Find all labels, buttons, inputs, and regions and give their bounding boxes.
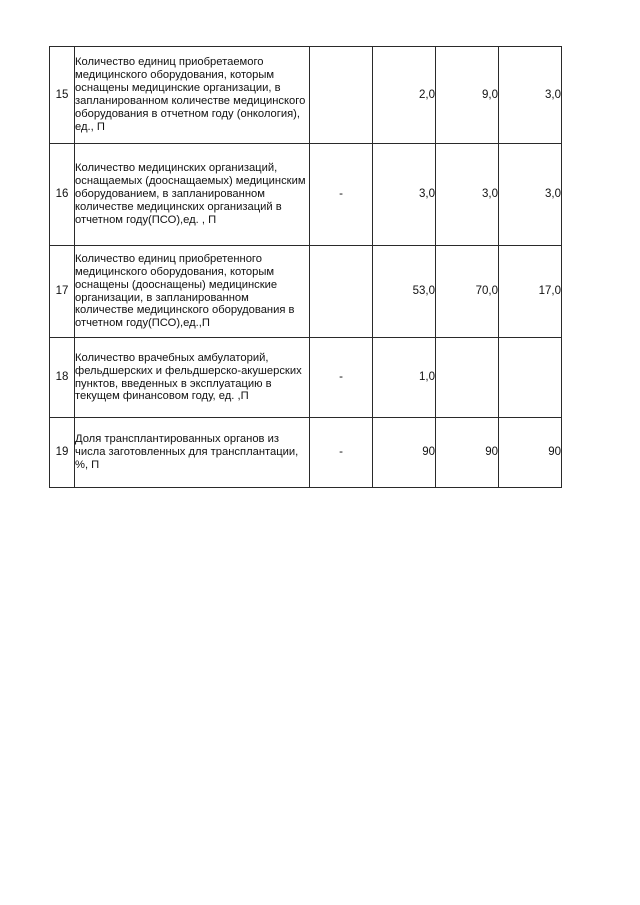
row-number: 15 xyxy=(50,47,75,144)
indicators-table xyxy=(49,46,562,488)
value-cell-2: 53,0 xyxy=(373,246,436,338)
indicator-name: Количество медицинских организаций, оснащаемых (дооснащаемых) медицинским оборудованием, в запланированном количестве медицинских организаций в отчетном году(ПСО),ед. , П xyxy=(75,144,310,246)
indicator-name: Количество единиц приобретенного медицинского оборудования, которым оснащены (дооснащены) медицинские организации, в запланированном количестве медицинского оборудования в отчетном году(ПСО),ед.,П xyxy=(75,246,310,338)
value-cell-2: 2,0 xyxy=(373,47,436,144)
row-number: 16 xyxy=(50,144,75,246)
value-cell-1: - xyxy=(310,338,373,418)
table-row xyxy=(50,418,562,488)
indicator-name: Количество врачебных амбулаторий, фельдшерских и фельдшерско-акушерских пунктов, введенных в эксплуатацию в текущем финансовом году, ед. ,П xyxy=(75,338,310,418)
indicator-name: Количество единиц приобретаемого медицинского оборудования, которым оснащены медицинские организации, в запланированном количестве медицинского оборудования в отчетном году (онкология), ед., П xyxy=(75,47,310,144)
value-cell-1: - xyxy=(310,418,373,488)
row-number: 18 xyxy=(50,338,75,418)
value-cell-2: 1,0 xyxy=(373,338,436,418)
value-cell-4: 17,0 xyxy=(499,246,562,338)
value-cell-4 xyxy=(499,338,562,418)
value-cell-4: 3,0 xyxy=(499,47,562,144)
value-cell-3 xyxy=(436,338,499,418)
table-row xyxy=(50,246,562,338)
table-row xyxy=(50,47,562,144)
value-cell-2: 3,0 xyxy=(373,144,436,246)
value-cell-1 xyxy=(310,47,373,144)
table-row xyxy=(50,144,562,246)
value-cell-2: 90 xyxy=(373,418,436,488)
value-cell-3: 3,0 xyxy=(436,144,499,246)
row-number: 17 xyxy=(50,246,75,338)
row-number: 19 xyxy=(50,418,75,488)
value-cell-4: 90 xyxy=(499,418,562,488)
indicator-name: Доля трансплантированных органов из числа заготовленных для трансплантации, %, П xyxy=(75,418,310,488)
value-cell-1 xyxy=(310,246,373,338)
value-cell-3: 90 xyxy=(436,418,499,488)
value-cell-3: 9,0 xyxy=(436,47,499,144)
value-cell-1: - xyxy=(310,144,373,246)
table-row xyxy=(50,338,562,418)
value-cell-4: 3,0 xyxy=(499,144,562,246)
value-cell-3: 70,0 xyxy=(436,246,499,338)
